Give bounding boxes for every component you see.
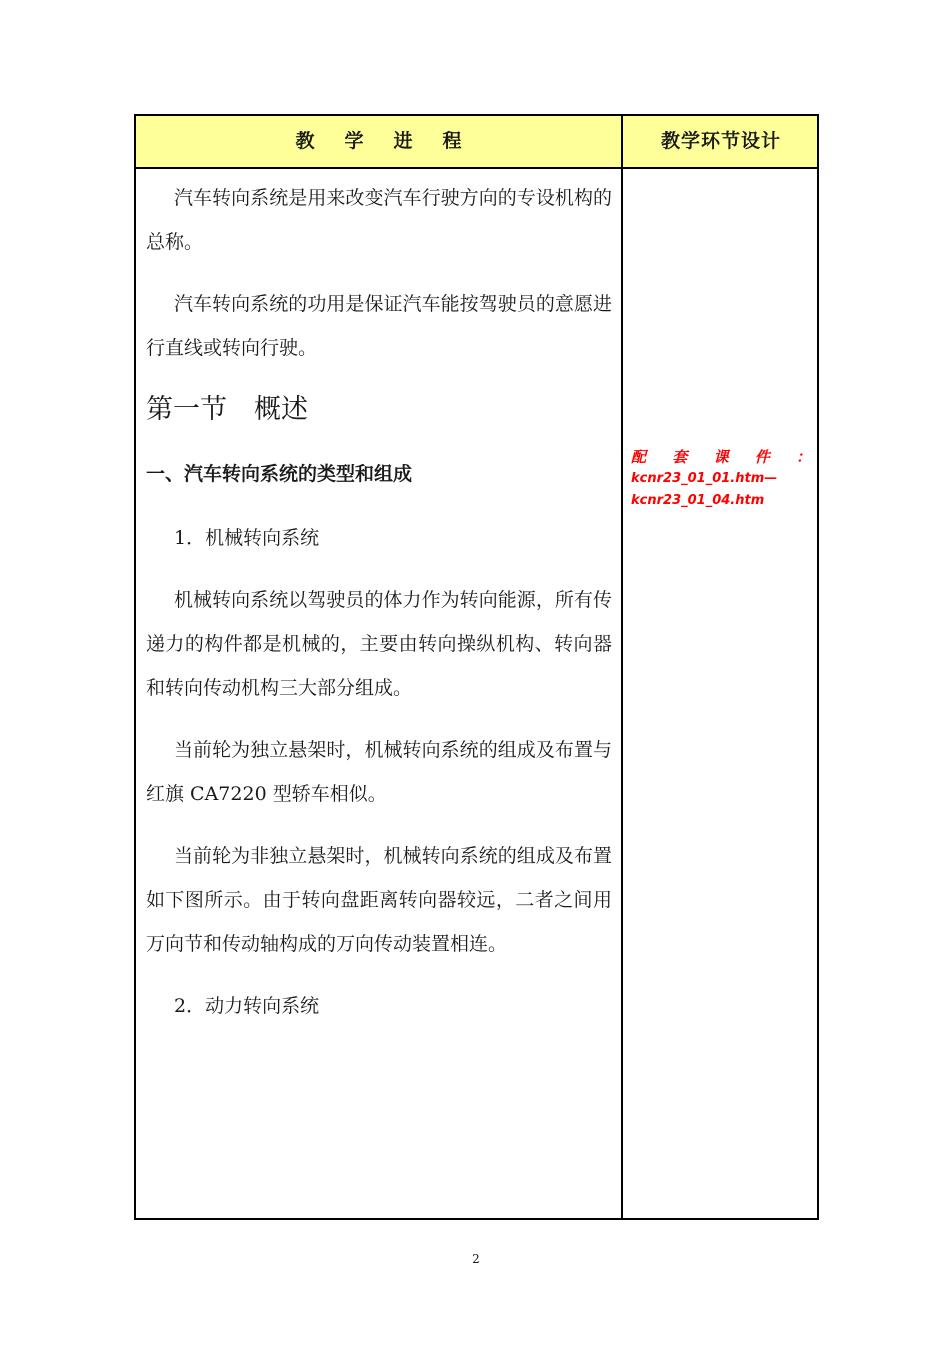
paragraph-independent: 当前轮为独立悬架时，机械转向系统的组成及布置与红旗 CA7220 型轿车相似。 xyxy=(146,739,612,805)
lesson-table xyxy=(134,114,819,1220)
courseware-title-char: 套 xyxy=(672,448,688,466)
paragraph-non-independent: 当前轮为非独立悬架时，机械转向系统的组成及布置如下图所示。由于转向盘距离转向器较远，二者之间用万向节和传动轴构成的万向传动装置相连。 xyxy=(146,845,612,955)
list-item-power: 2．动力转向系统 xyxy=(174,995,320,1017)
courseware-link-end[interactable]: kcnr23_01_04.htm xyxy=(631,493,765,508)
subsection-title: 一、汽车转向系统的类型和组成 xyxy=(146,463,413,485)
list-item-mechanical: 1．机械转向系统 xyxy=(174,527,320,549)
paragraph-function: 汽车转向系统的功用是保证汽车能按驾驶员的意愿进行直线或转向行驶。 xyxy=(146,293,612,359)
courseware-title-char: 件 xyxy=(754,448,770,466)
courseware-title xyxy=(631,446,811,468)
paragraph-mechanical: 机械转向系统以驾驶员的体力作为转向能源，所有传递力的构件都是机械的，主要由转向操纵机构、转向器和转向传动机构三大部分组成。 xyxy=(146,589,612,699)
courseware-note xyxy=(631,446,811,512)
courseware-title-char: 课 xyxy=(713,448,729,466)
lesson-content xyxy=(146,176,612,1046)
courseware-title-char: ： xyxy=(795,448,811,466)
courseware-title-char: 配 xyxy=(631,448,647,466)
page-number: 2 xyxy=(472,1252,480,1266)
column-divider xyxy=(621,116,623,1218)
table-header-row xyxy=(136,116,817,169)
paragraph-definition: 汽车转向系统是用来改变汽车行驶方向的专设机构的总称。 xyxy=(146,187,612,253)
section-title: 第一节 概述 xyxy=(146,394,308,425)
courseware-link-start[interactable]: kcnr23_01_01.htm— xyxy=(631,471,778,486)
header-segment-design: 教学环节设计 xyxy=(660,130,781,152)
header-teaching-process: 教学进程 xyxy=(295,130,492,152)
